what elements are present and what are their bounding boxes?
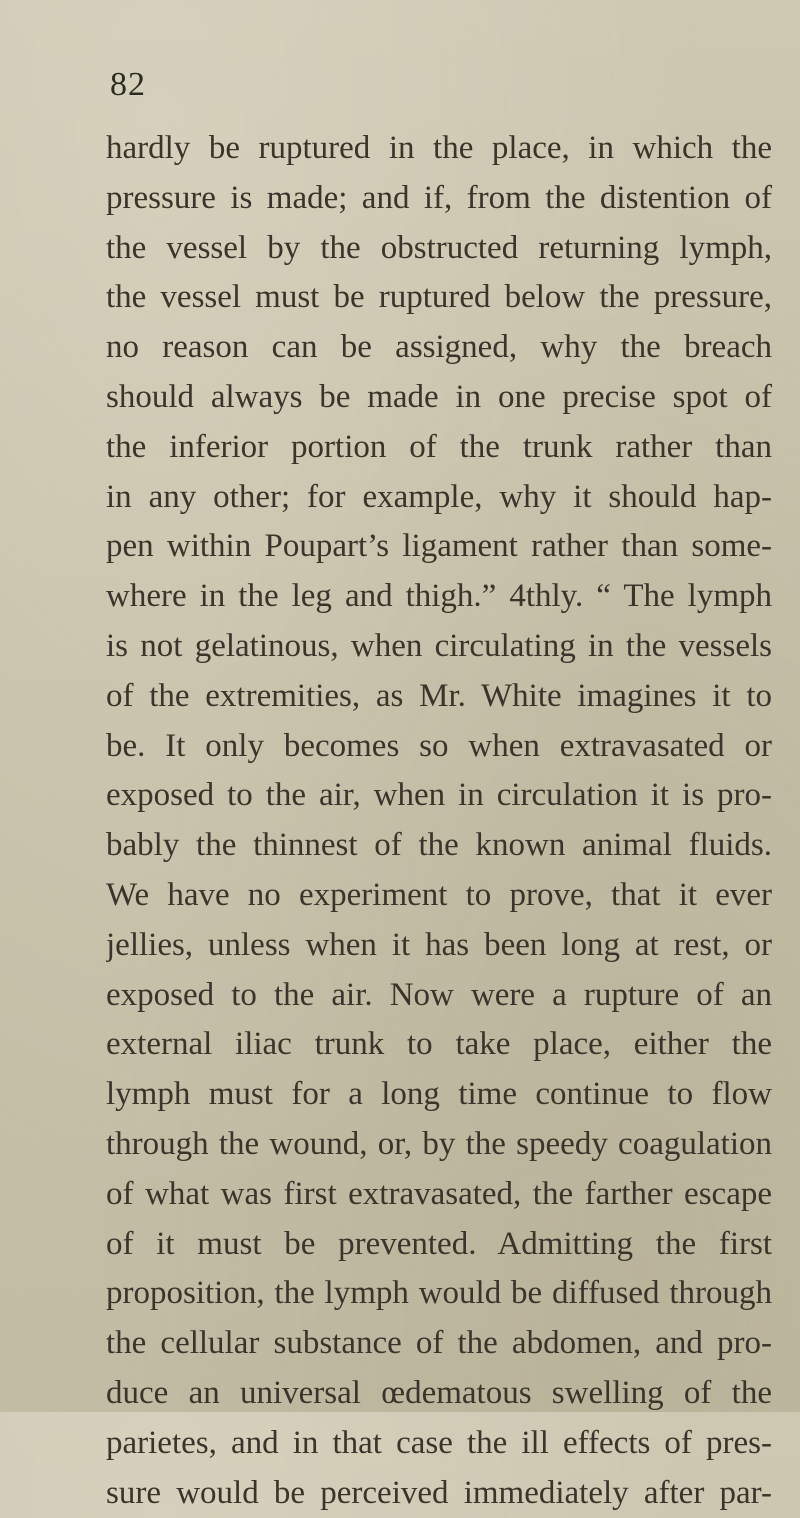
text-line: of the extremities, as Mr. White imagines it to <box>106 677 772 714</box>
text-line: the inferior portion of the trunk rather than <box>106 428 772 465</box>
body-text <box>106 124 772 1518</box>
text-line: parietes, and in that case the ill effects of pres- <box>106 1424 772 1461</box>
text-line: should always be made in one precise spot of <box>106 378 772 415</box>
text-line: sure would be perceived immediately after par- <box>106 1474 772 1511</box>
text-line: be. It only becomes so when extravasated or <box>106 727 772 764</box>
text-line: duce an universal œdematous swelling of the <box>106 1374 772 1411</box>
text-line: We have no experiment to prove, that it ever <box>106 876 772 913</box>
text-line: through the wound, or, by the speedy coagulation <box>106 1125 772 1162</box>
text-line: of what was first extravasated, the farther escape <box>106 1175 772 1212</box>
text-line: no reason can be assigned, why the breach <box>106 329 772 366</box>
text-line: lymph must for a long time continue to flow <box>106 1076 772 1113</box>
text-line: the vessel must be ruptured below the pressure, <box>106 279 772 316</box>
text-line: the vessel by the obstructed returning lymph, <box>106 229 772 266</box>
text-line: exposed to the air, when in circulation it is pro- <box>106 777 772 814</box>
text-line: of it must be prevented. Admitting the first <box>106 1225 772 1262</box>
text-line: pen within Poupart’s ligament rather than some- <box>106 528 772 565</box>
text-line: pressure is made; and if, from the distention of <box>106 179 772 216</box>
text-line: exposed to the air. Now were a rupture of an <box>106 976 772 1013</box>
text-line: bably the thinnest of the known animal fluids. <box>106 827 772 864</box>
text-line: is not gelatinous, when circulating in the vessels <box>106 627 772 664</box>
text-line: external iliac trunk to take place, either the <box>106 1026 772 1063</box>
text-line: proposition, the lymph would be diffused through <box>106 1275 772 1312</box>
text-line: in any other; for example, why it should hap- <box>106 478 772 515</box>
text-line: hardly be ruptured in the place, in which the <box>106 130 772 166</box>
text-line: jellies, unless when it has been long at rest, or <box>106 926 772 963</box>
text-line: where in the leg and thigh.” 4thly. “ The lymph <box>106 578 772 615</box>
text-line: the cellular substance of the abdomen, and pro- <box>106 1325 772 1362</box>
page-number: 82 <box>110 66 146 103</box>
